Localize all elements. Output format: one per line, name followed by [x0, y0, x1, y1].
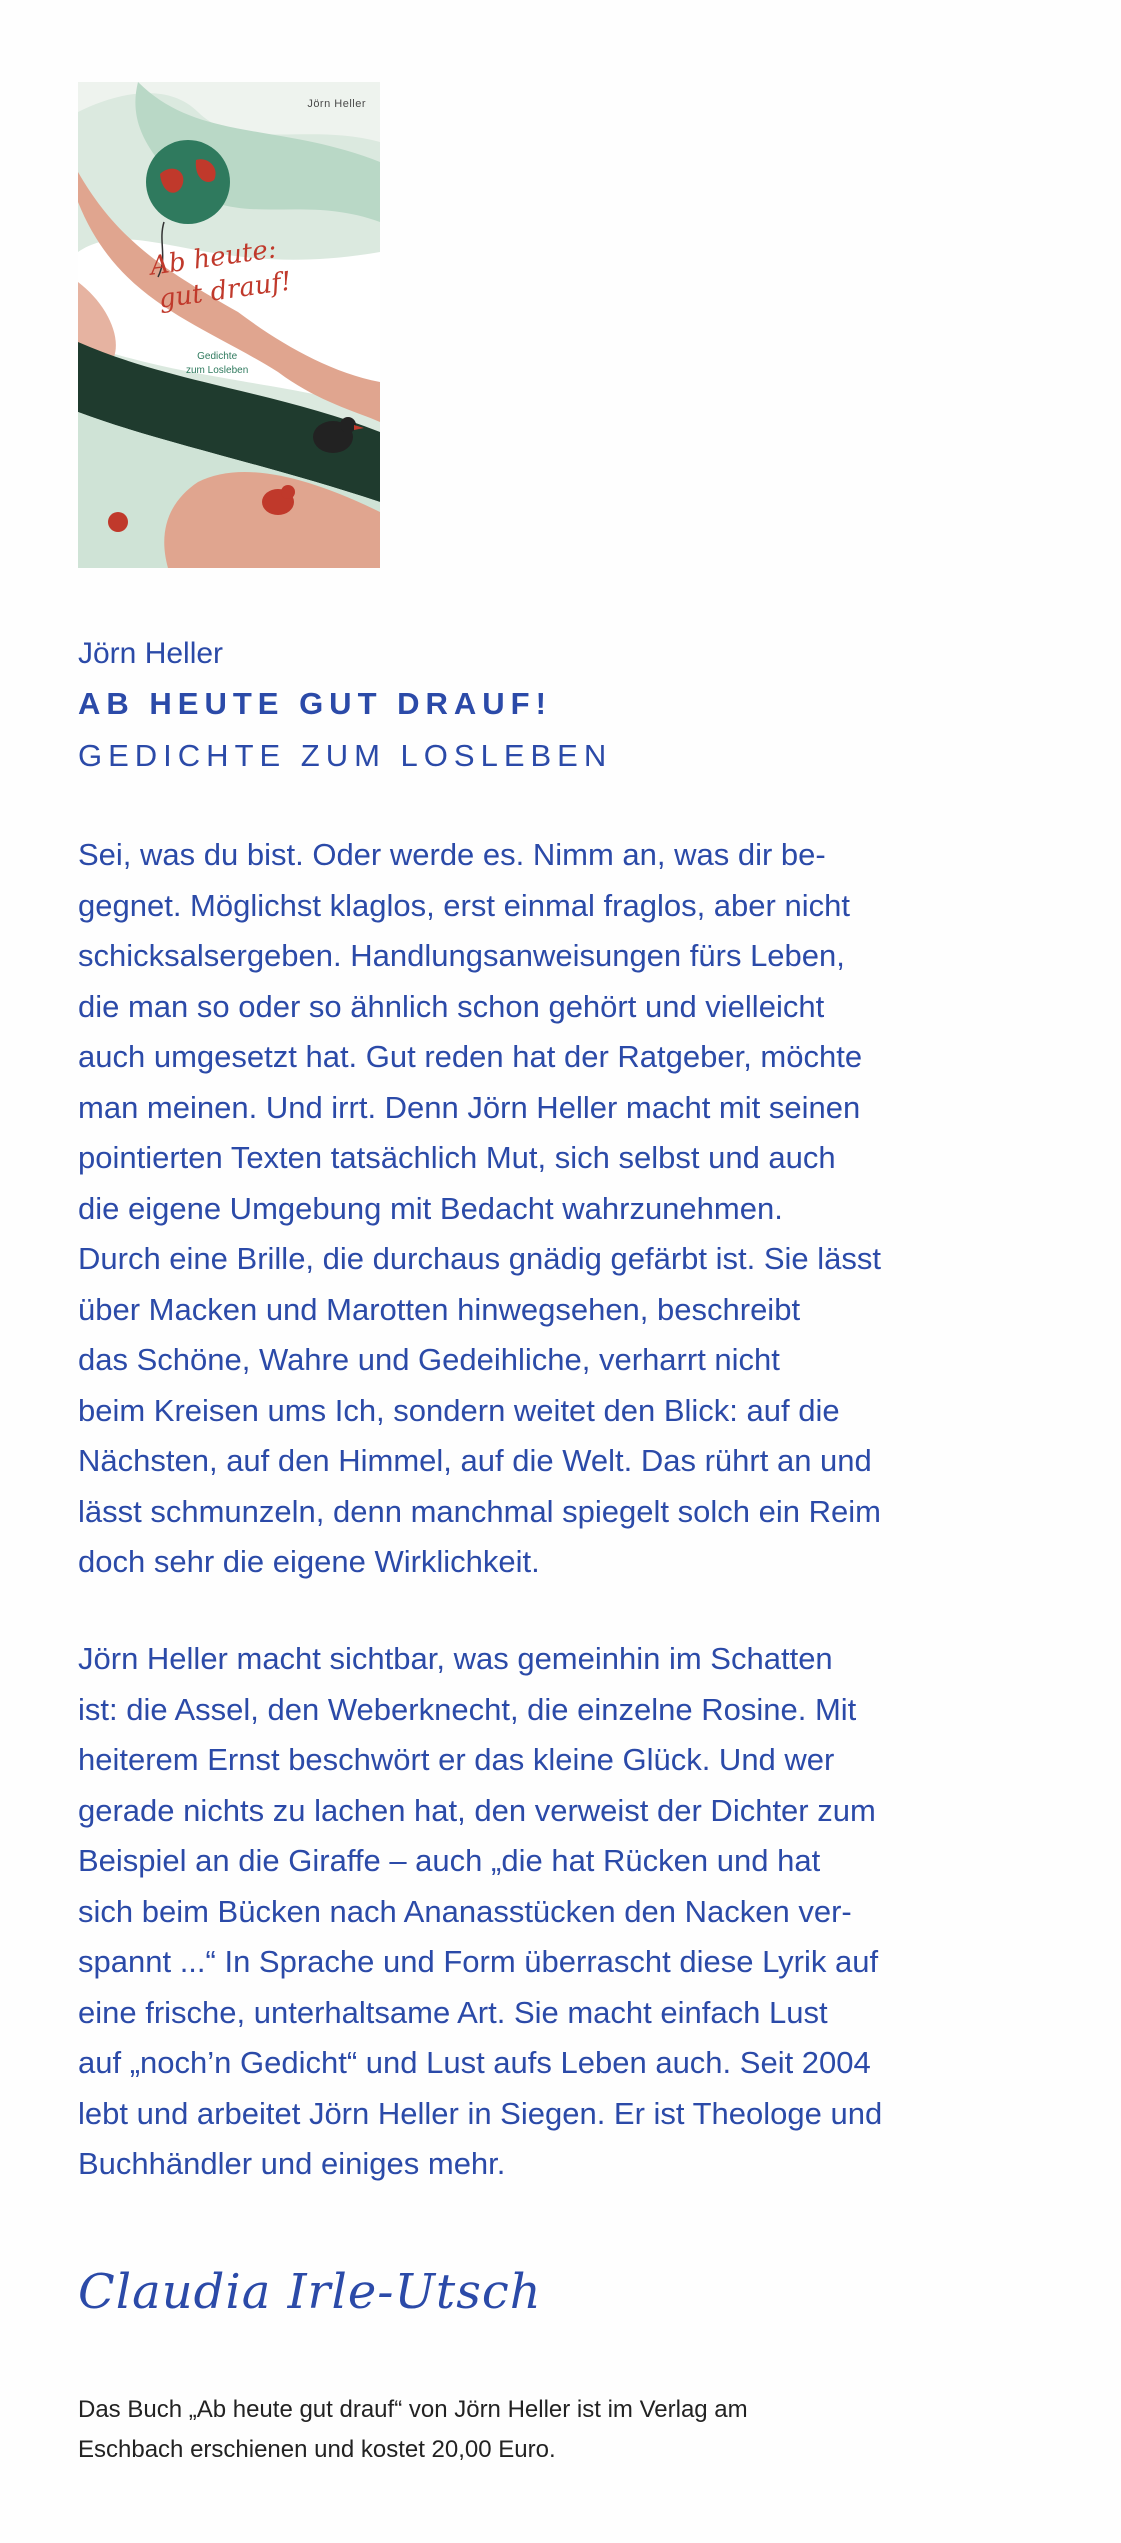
text-line: eine frische, unterhaltsame Art. Sie macht einfach Lust	[78, 1994, 828, 2030]
text-line: gerade nichts zu lachen hat, den verweist der Dichter zum	[78, 1792, 876, 1828]
book-subtitle: GEDICHTE ZUM LOSLEBEN	[78, 738, 613, 773]
cover-subtitle-line: zum Losleben	[186, 365, 249, 376]
text-line: spannt ...“ In Sprache und Form überrascht diese Lyrik auf	[78, 1944, 879, 1979]
text-line: Jörn Heller macht sichtbar, was gemeinhin im Schatten	[78, 1641, 833, 1676]
text-line: die man so oder so ähnlich schon gehört und vielleicht	[78, 988, 825, 1024]
cover-subtitle-line: Gedichte	[197, 351, 238, 362]
text-line: die eigene Umgebung mit Bedacht wahrzunehmen.	[78, 1190, 783, 1226]
text-line: gegnet. Möglichst klaglos, erst einmal fraglos, aber nicht	[78, 887, 850, 923]
text-line: Beispiel an die Giraffe – auch „die hat Rücken und hat	[78, 1843, 821, 1878]
author-signature: Claudia Irle-Utsch	[78, 2264, 542, 2320]
text-line: lebt und arbeitet Jörn Heller in Siegen. Er ist Theologe und	[78, 2095, 883, 2131]
footer-line: Eschbach erschienen und kostet 20,00 Euro.	[78, 2436, 556, 2463]
text-line: beim Kreisen ums Ich, sondern weitet den Blick: auf die	[78, 1392, 840, 1428]
text-line: Durch eine Brille, die durchaus gnädig gefärbt ist. Sie lässt	[78, 1241, 881, 1276]
text-line: Buchhändler und einiges mehr.	[78, 2146, 506, 2181]
text-line: heiterem Ernst beschwört er das kleine Glück. Und wer	[78, 1742, 835, 1777]
book-info-footer	[78, 2390, 1038, 2470]
review-paragraph-2	[78, 1634, 1038, 2190]
text-line: lässt schmunzeln, denn manchmal spiegelt solch ein Reim	[78, 1493, 881, 1529]
footer-line: Das Buch „Ab heute gut drauf“ von Jörn Heller ist im Verlag am	[78, 2396, 748, 2423]
text-line: das Schöne, Wahre und Gedeihliche, verharrt nicht	[78, 1342, 780, 1377]
cover-author: Jörn Heller	[307, 98, 366, 110]
text-line: über Macken und Marotten hinwegsehen, beschreibt	[78, 1291, 801, 1327]
text-line: ist: die Assel, den Weberknecht, die einzelne Rosine. Mit	[78, 1691, 857, 1727]
text-line: auf „noch’n Gedicht“ und Lust aufs Leben auch. Seit 2004	[78, 2045, 871, 2080]
text-line: Nächsten, auf den Himmel, auf die Welt. Das rührt an und	[78, 1443, 872, 1478]
text-line: pointierten Texten tatsächlich Mut, sich selbst und auch	[78, 1140, 836, 1175]
cover-subtitle	[186, 350, 248, 378]
text-line: schicksalsergeben. Handlungsanweisungen fürs Leben,	[78, 938, 845, 973]
text-line: man meinen. Und irrt. Denn Jörn Heller macht mit seinen	[78, 1089, 861, 1125]
book-cover-image	[78, 82, 380, 568]
cover-title-line: Ab heute:	[148, 234, 279, 282]
cover-title-line: gut drauf!	[156, 266, 294, 315]
text-line: Sei, was du bist. Oder werde es. Nimm an, was dir be-	[78, 837, 826, 872]
review-paragraph-1	[78, 830, 1038, 1588]
book-cover-art	[78, 82, 380, 568]
text-line: auch umgesetzt hat. Gut reden hat der Ratgeber, möchte	[78, 1039, 863, 1074]
text-line: sich beim Bücken nach Ananasstücken den Nacken ver-	[78, 1893, 852, 1929]
author-name: Jörn Heller	[78, 637, 224, 670]
book-title: AB HEUTE GUT DRAUF!	[78, 686, 552, 721]
text-line: doch sehr die eigene Wirklichkeit.	[78, 1544, 540, 1579]
